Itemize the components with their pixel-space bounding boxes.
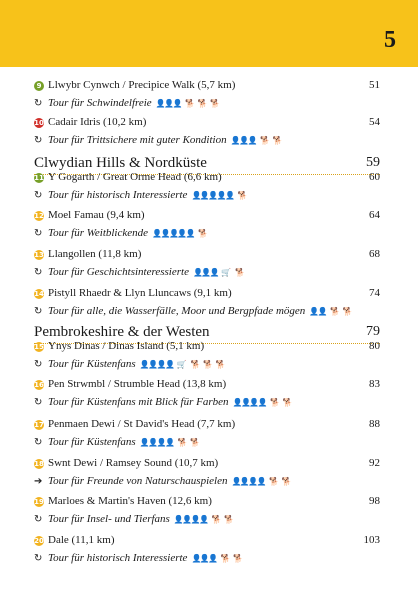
people-difficulty-icon: 👤👤👤 bbox=[230, 136, 256, 145]
dog-icon: 🐕 bbox=[237, 191, 248, 200]
loop-route-icon: ↻ bbox=[34, 359, 43, 370]
route-title: Penmaen Dewi / St David's Head (7,7 km) bbox=[48, 418, 236, 430]
people-difficulty-icon: 👤👤👤👤👤 bbox=[152, 229, 195, 238]
route-title: Moel Famau (9,4 km) bbox=[48, 209, 145, 221]
dog-icon: 🐕 🐕 bbox=[220, 554, 244, 563]
toc-entry[interactable] bbox=[34, 533, 380, 566]
route-title: Pistyll Rhaedr & Llyn Lluncaws (9,1 km) bbox=[48, 287, 232, 299]
route-title: Ynys Dinas / Dinas Island (5,1 km) bbox=[48, 340, 205, 352]
page-number: 60 bbox=[369, 171, 380, 183]
page-number: 103 bbox=[363, 534, 380, 546]
loop-route-icon: ↻ bbox=[34, 135, 43, 146]
toc-entry[interactable] bbox=[34, 78, 380, 111]
page-number: 98 bbox=[369, 495, 380, 507]
stroller-icon: 🛒 bbox=[176, 360, 187, 369]
route-description: Tour für Insel- und Tierfans bbox=[48, 513, 170, 525]
people-difficulty-icon: 👤👤👤👤 bbox=[173, 515, 208, 524]
page-number: 83 bbox=[369, 378, 380, 390]
loop-route-icon: ↻ bbox=[34, 190, 43, 201]
dog-icon: 🐕 🐕 bbox=[269, 477, 292, 486]
page-number: 92 bbox=[369, 457, 380, 469]
route-number-badge: 14 bbox=[34, 290, 44, 298]
people-difficulty-icon: 👤👤👤👤 bbox=[139, 360, 174, 369]
route-title: Y Gogarth / Great Orme Head (6,6 km) bbox=[48, 171, 222, 183]
route-title: Llwybr Cynwch / Precipice Walk (5,7 km) bbox=[48, 79, 236, 91]
section-title: Pembrokeshire & der Westen bbox=[34, 324, 210, 340]
route-number-badge: 16 bbox=[34, 381, 44, 389]
page-number: 64 bbox=[369, 209, 380, 221]
route-description: Tour für Küstenfans bbox=[48, 436, 136, 448]
route-description: Tour für Geschichtsinteressierte bbox=[48, 266, 189, 278]
people-difficulty-icon: 👤👤👤 bbox=[191, 554, 217, 563]
dog-icon: 🐕 🐕 🐕 bbox=[190, 360, 226, 369]
toc-entry[interactable] bbox=[34, 286, 380, 319]
people-difficulty-icon: 👤👤👤👤 bbox=[139, 438, 174, 447]
dog-icon: 🐕 🐕 bbox=[211, 515, 235, 524]
dog-icon: 🐕 🐕 bbox=[330, 307, 353, 316]
route-description: Tour für Freunde von Naturschauspielen bbox=[48, 475, 228, 487]
chapter-header-band bbox=[0, 0, 418, 67]
page-number: 80 bbox=[369, 340, 380, 352]
route-description: Tour für historisch Interessierte bbox=[48, 189, 188, 201]
dog-icon: 🐕 🐕 bbox=[177, 438, 200, 447]
route-title: Dale (11,1 km) bbox=[48, 534, 115, 546]
page-number: 88 bbox=[369, 418, 380, 430]
dog-icon: 🐕 bbox=[198, 229, 209, 238]
loop-route-icon: ↻ bbox=[34, 228, 43, 239]
toc-entry[interactable] bbox=[34, 247, 380, 280]
page-number: 51 bbox=[369, 79, 380, 91]
people-difficulty-icon: 👤👤👤 bbox=[155, 99, 182, 108]
dog-icon: 🐕 🐕 🐕 bbox=[185, 99, 221, 108]
route-number-badge: 19 bbox=[34, 498, 44, 506]
toc-entry[interactable] bbox=[34, 494, 380, 527]
loop-route-icon: ↻ bbox=[34, 553, 43, 564]
route-title: Marloes & Martin's Haven (12,6 km) bbox=[48, 495, 212, 507]
route-number-badge: 9 bbox=[34, 81, 44, 91]
route-number-badge: 13 bbox=[34, 251, 44, 259]
route-number-badge: 11 bbox=[34, 174, 44, 182]
people-difficulty-icon: 👤👤 bbox=[309, 307, 327, 316]
route-description: Tour für Weitblickende bbox=[48, 227, 149, 239]
dog-icon: 🐕 🐕 bbox=[270, 398, 293, 407]
chapter-number: 5 bbox=[384, 27, 396, 53]
toc-entry[interactable] bbox=[34, 417, 380, 450]
people-difficulty-icon: 👤👤👤 bbox=[192, 268, 219, 277]
section-title: Clwydian Hills & Nordküste bbox=[34, 155, 207, 171]
loop-route-icon: ↻ bbox=[34, 397, 43, 408]
route-description: Tour für Küstenfans bbox=[48, 358, 136, 370]
route-number-badge: 15 bbox=[34, 343, 44, 351]
route-number-badge: 10 bbox=[34, 119, 44, 127]
route-number-badge: 17 bbox=[34, 421, 44, 429]
toc-entry[interactable] bbox=[34, 170, 380, 203]
route-number-badge: 20 bbox=[34, 537, 44, 545]
route-description: Tour für alle, die Wasserfälle, Moor und Bergpfade mögen bbox=[48, 305, 306, 317]
people-difficulty-icon: 👤👤👤👤 bbox=[232, 398, 267, 407]
route-title: Cadair Idris (10,2 km) bbox=[48, 116, 147, 128]
toc-entry[interactable] bbox=[34, 339, 380, 372]
page-number: 54 bbox=[369, 116, 380, 128]
page-number: 74 bbox=[369, 287, 380, 299]
route-description: Tour für historisch Interessierte bbox=[48, 552, 188, 564]
loop-route-icon: ↻ bbox=[34, 514, 43, 525]
route-title: Pen Strwmbl / Strumble Head (13,8 km) bbox=[48, 378, 227, 390]
dog-icon: 🐕 🐕 bbox=[259, 136, 283, 145]
people-difficulty-icon: 👤👤👤👤👤 bbox=[191, 191, 234, 200]
loop-route-icon: ↻ bbox=[34, 267, 43, 278]
page-number: 68 bbox=[369, 248, 380, 260]
route-number-badge: 12 bbox=[34, 212, 44, 220]
toc-entry[interactable] bbox=[34, 115, 380, 148]
route-description: Tour für Trittsichere mit guter Kondition bbox=[48, 134, 227, 146]
section-page-number: 59 bbox=[366, 155, 380, 170]
loop-route-icon: ↻ bbox=[34, 437, 43, 448]
loop-route-icon: ↻ bbox=[34, 98, 43, 109]
route-title: Llangollen (11,8 km) bbox=[48, 248, 142, 260]
toc-entry[interactable] bbox=[34, 456, 380, 489]
dog-icon: 🐕 bbox=[235, 268, 246, 277]
section-page-number: 79 bbox=[366, 324, 380, 339]
route-description: Tour für Küstenfans mit Blick für Farben bbox=[48, 396, 229, 408]
loop-route-icon: ↻ bbox=[34, 306, 43, 317]
one-way-arrow-icon: ➔ bbox=[34, 476, 43, 487]
route-title: Swnt Dewi / Ramsey Sound (10,7 km) bbox=[48, 457, 219, 469]
route-description: Tour für Schwindelfreie bbox=[48, 97, 152, 109]
stroller-icon: 🛒 bbox=[221, 268, 232, 277]
toc-entry[interactable] bbox=[34, 377, 380, 410]
toc-entry[interactable] bbox=[34, 208, 380, 241]
people-difficulty-icon: 👤👤👤👤 bbox=[231, 477, 266, 486]
route-number-badge: 18 bbox=[34, 460, 44, 468]
